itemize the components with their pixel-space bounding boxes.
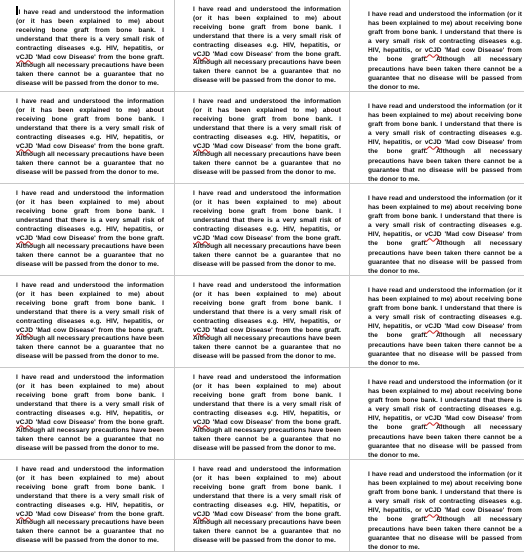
consent-label-cell[interactable] [175,276,350,368]
statement-text-end: 'Mad cow Disease' from the bone graft. Although all necessary precautions have been taken there cannot be a guarantee that no disease will be passed from the donor to me. [368,415,522,459]
consent-label-cell[interactable] [175,368,350,460]
consent-label-cell[interactable] [0,368,175,460]
consent-label-cell[interactable] [350,184,524,276]
statement-text-start: I have read and understood the information (or it has been explained to me) about receiving bone graft from bone bank. I understand that there is a very small risk of contracting diseases e.g. HIV, hepatitis, or [368,195,522,239]
spellcheck-flagged-word: vCJD [193,142,211,150]
statement-text-start: I have read and understood the information (or it has been explained to me) about receiving bone graft from bone bank. I understand that there is a very small risk of contracting diseases e.g. HIV, hepatitis, or [193,6,341,49]
statement-text-start: I have read and understood the information (or it has been explained to me) about receiving bone graft from bone bank. I understand that there is a very small risk of contracting diseases e.g. HIV, hepatitis, or [368,103,522,147]
consent-statement [16,6,164,89]
consent-label-cell[interactable] [350,92,524,184]
spellcheck-flagged-word: vCJD [424,415,442,423]
statement-text-end: 'Mad cow Disease' from the bone graft. Although all necessary precautions have been taken there cannot be a guarantee that no disease will be passed from the donor to me. [16,326,164,361]
spellcheck-flagged-word: vCJD [424,47,442,55]
consent-statement [368,10,522,92]
statement-text-start: I have read and understood the information (or it has been explained to me) about receiving bone graft from bone bank. I understand that there is a very small risk of contracting diseases e.g. HIV, hepatitis, or [16,9,164,52]
spellcheck-flagged-word: vCJD [193,326,211,334]
statement-text-start: I have read and understood the information (or it has been explained to me) about receiving bone graft from bone bank. I understand that there is a very small risk of contracting diseases e.g. HIV, hepatitis, or [193,374,341,417]
statement-text-end: 'Mad cow Disease' from the bone graft. Although all necessary precautions have been taken there cannot be a guarantee that no disease will be passed from the donor to me. [368,231,522,275]
statement-text-end: 'Mad cow Disease' from the bone graft. Although all necessary precautions have been taken there cannot be a guarantee that no disease will be passed from the donor to me. [193,326,341,361]
consent-label-cell[interactable] [350,368,524,460]
spellcheck-flagged-word: vCJD [16,142,34,150]
statement-text-end: 'Mad cow Disease' from the bone graft. Although all necessary precautions have been taken there cannot be a guarantee that no disease will be passed from the donor to me. [193,50,341,85]
consent-statement [368,102,522,184]
consent-label-cell[interactable] [0,276,175,368]
consent-statement [368,470,522,552]
consent-statement [368,378,522,460]
consent-statement [193,98,341,178]
consent-statement [16,98,164,178]
statement-text-start: I have read and understood the information (or it has been explained to me) about receiving bone graft from bone bank. I understand that there is a very small risk of contracting diseases e.g. HIV, hepatitis, or [193,282,341,325]
statement-text-start: I have read and understood the information (or it has been explained to me) about receiving bone graft from bone bank. I understand that there is a very small risk of contracting diseases e.g. HIV, hepatitis, or [368,379,522,423]
statement-text-end: 'Mad cow Disease' from the bone graft. Although all necessary precautions have been taken there cannot be a guarantee that no disease will be passed from the donor to me. [16,234,164,269]
consent-label-cell[interactable] [350,460,524,552]
spellcheck-flagged-word: vCJD [16,326,34,334]
statement-text-end: 'Mad cow Disease' from the bone graft. Although all necessary precautions have been taken there cannot be a guarantee that no disease will be passed from the donor to me. [368,323,522,367]
consent-statement [16,374,164,454]
consent-statement [16,282,164,362]
statement-text-start: I have read and understood the information (or it has been explained to me) about receiving bone graft from bone bank. I understand that there is a very small risk of contracting diseases e.g. HIV, hepatitis, or [16,466,164,509]
statement-text-start: I have read and understood the information (or it has been explained to me) about receiving bone graft from bone bank. I understand that there is a very small risk of contracting diseases e.g. HIV, hepatitis, or [16,190,164,233]
consent-label-cell[interactable] [0,184,175,276]
statement-text-end: 'Mad cow Disease' from the bone graft. Although all necessary precautions have been taken there cannot be a guarantee that no disease will be passed from the donor to me. [16,53,164,88]
consent-label-cell[interactable] [0,0,175,92]
consent-label-cell[interactable] [175,184,350,276]
consent-statement [193,374,341,454]
statement-text-end: 'Mad cow Disease' from the bone graft. Although all necessary precautions have been taken there cannot be a guarantee that no disease will be passed from the donor to me. [193,418,341,453]
spellcheck-flagged-word: vCJD [193,50,211,58]
statement-text-start: I have read and understood the information (or it has been explained to me) about receiving bone graft from bone bank. I understand that there is a very small risk of contracting diseases e.g. HIV, hepatitis, or [193,466,341,509]
spellcheck-flagged-word: vCJD [193,234,211,242]
statement-text-start: I have read and understood the information (or it has been explained to me) about receiving bone graft from bone bank. I understand that there is a very small risk of contracting diseases e.g. HIV, hepatitis, or [368,471,522,515]
spellcheck-flagged-word: vCJD [424,139,442,147]
consent-statement [193,282,341,362]
consent-label-cell[interactable] [0,92,175,184]
statement-text-end: 'Mad cow Disease' from the bone graft. Although all necessary precautions have been taken there cannot be a guarantee that no disease will be passed from the donor to me. [16,418,164,453]
statement-text-start: I have read and understood the information (or it has been explained to me) about receiving bone graft from bone bank. I understand that there is a very small risk of contracting diseases e.g. HIV, hepatitis, or [16,374,164,417]
statement-text-end: 'Mad cow Disease' from the bone graft. Although all necessary precautions have been taken there cannot be a guarantee that no disease will be passed from the donor to me. [368,47,522,91]
spellcheck-flagged-word: vCJD [16,234,34,242]
spellcheck-flagged-word: vCJD [193,418,211,426]
consent-label-cell[interactable] [175,92,350,184]
text-cursor [16,6,18,15]
statement-text-end: 'Mad cow Disease' from the bone graft. Although all necessary precautions have been taken there cannot be a guarantee that no disease will be passed from the donor to me. [193,142,341,177]
statement-text-end: 'Mad cow Disease' from the bone graft. Although all necessary precautions have been taken there cannot be a guarantee that no disease will be passed from the donor to me. [193,510,341,545]
statement-text-end: 'Mad cow Disease' from the bone graft. Although all necessary precautions have been taken there cannot be a guarantee that no disease will be passed from the donor to me. [193,234,341,269]
spellcheck-flagged-word: vCJD [193,510,211,518]
spellcheck-flagged-word: vCJD [424,507,442,515]
statement-text-start: I have read and understood the information (or it has been explained to me) about receiving bone graft from bone bank. I understand that there is a very small risk of contracting diseases e.g. HIV, hepatitis, or [16,282,164,325]
consent-statement [193,466,341,546]
consent-statement [16,190,164,270]
spellcheck-flagged-word: vCJD [16,418,34,426]
consent-label-cell[interactable] [0,460,175,552]
consent-statement [368,194,522,276]
statement-text-end: 'Mad cow Disease' from the bone graft. Although all necessary precautions have been taken there cannot be a guarantee that no disease will be passed from the donor to me. [368,139,522,183]
statement-text-end: 'Mad cow Disease' from the bone graft. Although all necessary precautions have been taken there cannot be a guarantee that no disease will be passed from the donor to me. [368,507,522,551]
statement-text-start: I have read and understood the information (or it has been explained to me) about receiving bone graft from bone bank. I understand that there is a very small risk of contracting diseases e.g. HIV, hepatitis, or [193,98,341,141]
consent-label-cell[interactable] [350,276,524,368]
consent-statement [193,6,341,86]
spellcheck-flagged-word: vCJD [424,231,442,239]
spellcheck-flagged-word: vCJD [16,510,34,518]
statement-text-end: 'Mad cow Disease' from the bone graft. Although all necessary precautions have been taken there cannot be a guarantee that no disease will be passed from the donor to me. [16,142,164,177]
consent-statement [16,466,164,546]
statement-text-start: I have read and understood the information (or it has been explained to me) about receiving bone graft from bone bank. I understand that there is a very small risk of contracting diseases e.g. HIV, hepatitis, or [368,11,522,55]
consent-label-cell[interactable] [175,460,350,552]
statement-text-start: I have read and understood the information (or it has been explained to me) about receiving bone graft from bone bank. I understand that there is a very small risk of contracting diseases e.g. HIV, hepatitis, or [368,287,522,331]
spellcheck-flagged-word: vCJD [16,53,34,61]
consent-label-cell[interactable] [175,0,350,92]
spellcheck-flagged-word: vCJD [424,323,442,331]
statement-text-end: 'Mad cow Disease' from the bone graft. Although all necessary precautions have been taken there cannot be a guarantee that no disease will be passed from the donor to me. [16,510,164,545]
statement-text-start: I have read and understood the information (or it has been explained to me) about receiving bone graft from bone bank. I understand that there is a very small risk of contracting diseases e.g. HIV, hepatitis, or [193,190,341,233]
consent-statement [193,190,341,270]
consent-statement [368,286,522,368]
statement-text-start: I have read and understood the information (or it has been explained to me) about receiving bone graft from bone bank. I understand that there is a very small risk of contracting diseases e.g. HIV, hepatitis, or [16,98,164,141]
consent-label-cell[interactable] [350,0,524,92]
